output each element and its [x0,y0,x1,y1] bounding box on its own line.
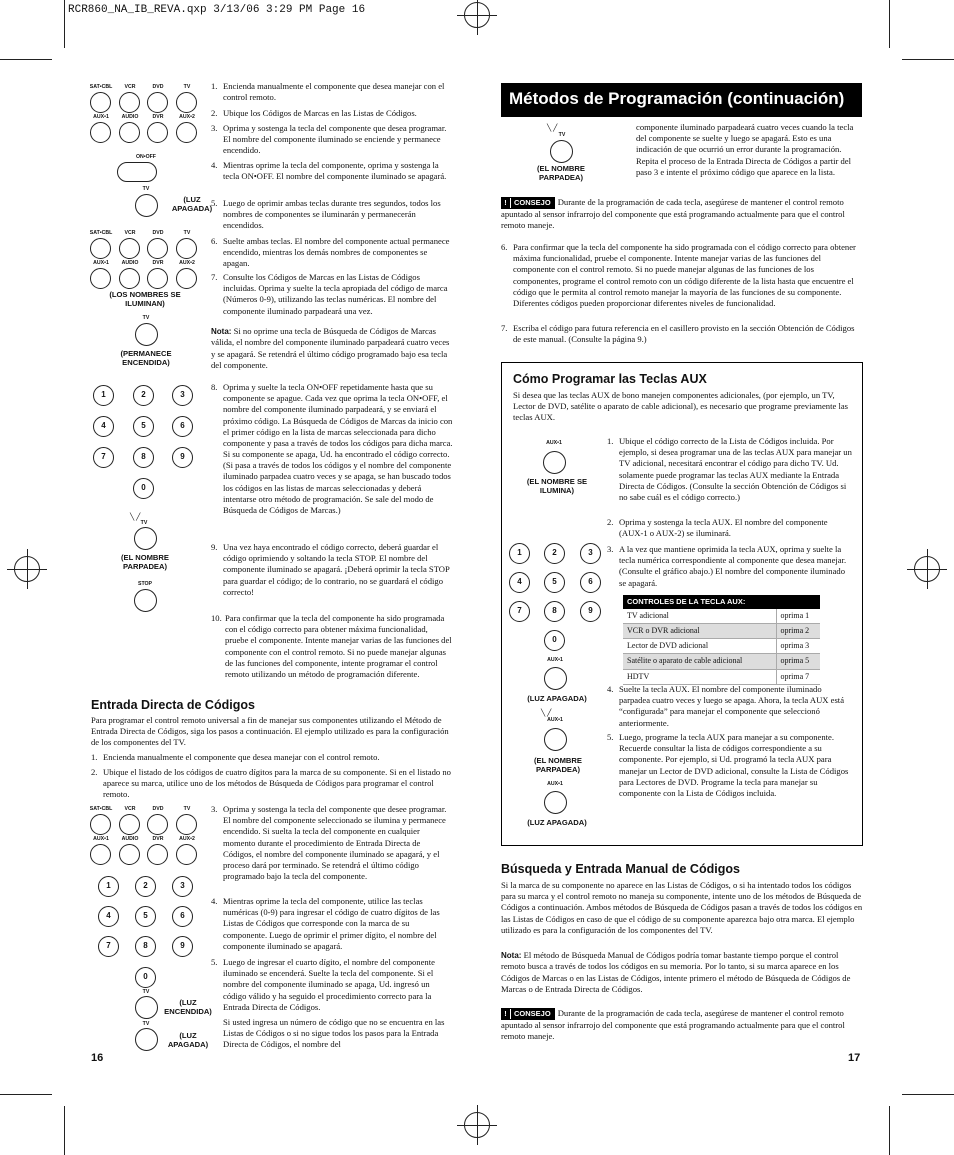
key-label: DVD [152,84,164,90]
key-label: SAT•CBL [89,84,113,90]
digit-key[interactable]: 7 [93,447,114,468]
caption: (LUZ APAGADA) [167,1031,209,1050]
key-label: SAT•CBL [89,806,113,812]
aux2-key[interactable] [176,122,197,143]
aux1-key[interactable] [544,791,567,814]
digit-key[interactable]: 4 [98,906,119,927]
dvd-key[interactable] [147,238,168,259]
digit-key[interactable]: 6 [172,416,193,437]
caption: (LUZ APAGADA) [171,195,213,214]
key-label: VCR [124,230,136,236]
file-header: RCR860_NA_IB_REVA.qxp 3/13/06 3:29 PM Page 16 [68,4,366,16]
digit-key[interactable]: 9 [580,601,601,622]
list-item: 10. Para confirmar que la tecla del componente ha sido programada con el código correcto para obtener máxima funcionalidad, pruebe el componente. Intente manejar varias de las funciones del componente con el control remoto. Si no puede manejar algunas de las funciones del componente, intente programar el control remoto utilizando un método de programación diferente. [211,613,452,679]
caption: (EL NOMBRE SE ILUMINA) [526,477,588,496]
digit-key[interactable]: 8 [544,601,565,622]
key-label: DVD [152,230,164,236]
aux1-key[interactable] [543,451,566,474]
caption: (EL NOMBRE PARPADEA) [121,553,169,572]
list-item: 8. Oprima y suelte la tecla ON•OFF repetidamente hasta que su componente se apague. Cada vez que oprima la tecla ON•OFF, el nombre del componente iluminado parpadeará, y se enviará el próximo código. La Búsqueda de Códigos de Marcas da inicio con el primer código en la lista de marcas seleccionada para dicho componente y pasa a través de todos los códigos para dicha marca. Si su componente se apaga, Ud. ha encontrado el código correcto. (Si pasa a través de todos los códigos y el nombre del componente iluminado parpadea cuatro veces y se apaga, se han buscado todos los códigos en las listas de marcas seleccionadas y deberá intentarse otro método de programación. Se sale del modo de Búsqueda de Códigos de Marcas.) [211,382,453,515]
key-label: AUX•1 [547,717,563,723]
tv-key[interactable] [135,323,158,346]
tv-key[interactable] [550,140,573,163]
crop-mark [889,1106,890,1155]
key-label: AUX•1 [546,440,562,446]
tip: ! CONSEJO Durante de la programación de cada tecla, asegúrese de mantener el control remoto apuntado al sensor infrarrojo del componente que está programando actualmente para que el control remoto maneje. [501,197,845,231]
audio-key[interactable] [119,268,140,289]
caption: (LUZ APAGADA) [527,818,587,827]
list-item: 7. Escriba el código para futura referencia en el casillero provisto en la sección Obtención de Códigos de este manual. (Consulte la página 9.) [501,323,855,345]
digit-key[interactable]: 9 [172,447,193,468]
registration-mark [14,556,40,582]
vcr-key[interactable] [119,814,140,835]
key-label: AUX•1 [547,657,563,663]
list-item: 6. Suelte ambas teclas. El nombre del componente actual permanece encendido, mientras los demás nombres de componentes se apagan. [211,236,450,269]
list-item: 4. Mientras oprime la tecla del componente, utilice las teclas numéricas (0-9) para ingresar el código de cuatro dígitos de las Listas de Códigos que corresponde con la marca de su componente. Luego de oprimir el primer dígito, el nombre del componente iluminado se apagará. [211,896,440,951]
paragraph: componente iluminado parpadeará cuatro veces cuando la tecla del componente se suelte y luego se apagará. Esto es una indicación de que ocurrió un error durante la programación. Repita el proceso de la Entrada Directa de Códigos a partir del paso 3 e intente el próximo código que aparece en la lista. [636,122,854,177]
stop-key[interactable] [134,589,157,612]
audio-key[interactable] [119,122,140,143]
key-label: AUX•2 [179,114,195,120]
key-label: AUX•1 [93,836,109,842]
list-item: 1. Encienda manualmente el componente que desea manejar con el control remoto. [211,81,445,103]
key-label: DVD [152,806,164,812]
tip-badge: ! CONSEJO [501,197,555,209]
caption: (LUZ APAGADA) [527,694,587,703]
digit-key[interactable]: 1 [93,385,114,406]
tv-key[interactable] [135,996,158,1019]
key-label: STOP [137,581,153,587]
digit-key[interactable]: 9 [172,936,193,957]
key-label: AUX•1 [93,114,109,120]
blink-rays-icon: ╲ ╱ [130,514,141,521]
digit-key[interactable]: 5 [133,416,154,437]
key-label: AUX•1 [93,260,109,266]
paragraph: Si usted ingresa un número de código que no se encuentra en las Listas de Códigos o si no sigue todos los pasos para la Entrada Directa de Códigos, el nombre del [223,1017,445,1050]
digit-key[interactable]: 1 [509,543,530,564]
tv-key[interactable] [176,92,197,113]
list-item: 3. Oprima y sostenga la tecla del componente que desea programar. El nombre del componente iluminado se enciende y permanece encendido. [211,123,447,156]
vcr-key[interactable] [119,238,140,259]
list-item: 7. Consulte los Códigos de Marcas en las Listas de Códigos incluidas. Oprima y suelte la tecla apropiada del código de marca (Números 0-9), utilizando las teclas numéricas. El nombre del componente iluminado parpadeará una vez. [211,272,448,316]
key-label: VCR [124,84,136,90]
tv-key[interactable] [134,527,157,550]
digit-key[interactable]: 8 [135,936,156,957]
key-label: DVR [152,836,164,842]
key-label: AUX•2 [179,836,195,842]
list-item: 4. Mientras oprime la tecla del componente, oprima y sostenga la tecla ON•OFF. El nombre del componente iluminado se apagará. [211,160,447,182]
sat-cbl-key[interactable] [90,92,111,113]
caption: (EL NOMBRE PARPADEA) [534,756,582,775]
alert-icon: ! [501,198,511,208]
section-heading: Búsqueda y Entrada Manual de Códigos [501,862,740,876]
vcr-key[interactable] [119,92,140,113]
dvd-key[interactable] [147,814,168,835]
paragraph: Para programar el control remoto universal a fin de manejar sus componentes utilizando el Método de Entrada Directa de Códigos, siga los pasos a continuación. El ejemplo utilizado es para la configuración de los componentes del TV. [91,715,449,748]
tv-key[interactable] [176,238,197,259]
key-label: SAT•CBL [89,230,113,236]
table-row: Satélite o aparato de cable adicional oprima 5 [623,654,820,669]
digit-key[interactable]: 1 [98,876,119,897]
section-heading: Entrada Directa de Códigos [91,698,255,712]
key-label: TV [183,84,191,90]
on-off-key[interactable] [117,162,157,182]
tv-key[interactable] [135,1028,158,1051]
key-label: VCR [124,806,136,812]
page-banner: Métodos de Programación (continuación) [501,83,862,117]
blink-rays-icon: ╲ ╱ [541,710,552,717]
dvr-key[interactable] [147,268,168,289]
digit-key[interactable]: 4 [509,572,530,593]
key-label: TV [558,132,566,138]
dvr-key[interactable] [147,844,168,865]
caption: (EL NOMBRE PARPADEA) [537,164,585,183]
digit-key[interactable]: 5 [135,906,156,927]
crop-mark [64,0,65,48]
digit-key[interactable]: 2 [133,385,154,406]
registration-mark [914,556,940,582]
digit-key[interactable]: 3 [172,876,193,897]
key-label: ON•OFF [136,154,156,160]
audio-key[interactable] [119,844,140,865]
list-item: 6. Para confirmar que la tecla del componente ha sido programada con el código correcto para obtener máxima funcionalidad, pruebe el componente. Intente manejar varias de las funciones del componente con el control remoto. Si no puede manejar algunas de las funciones de los componentes, programe el control remoto con un código diferente de la lista hasta que encuentre el código que le permita al control remoto manejar la mayoría de las funciones de su componente. Diferentes códigos pueden proporcionar diferentes niveles de funcionalidad. [501,242,856,308]
digit-key[interactable]: 7 [509,601,530,622]
key-label: DVR [152,260,164,266]
digit-key[interactable]: 3 [172,385,193,406]
crop-mark [64,1106,65,1155]
note: Nota: El método de Búsqueda Manual de Códigos podría tomar bastante tiempo porque el control remoto busca a través de todos los códigos en su memoria. Por lo tanto, si su marca aparece en los Códigos de Marcas o en las Listas de Códigos, intente primero el método de Búsqueda de Códigos de Marcas o de Entrada Directa de Códigos. [501,950,851,994]
key-label: AUDIO [121,836,139,842]
digit-key[interactable]: 2 [135,876,156,897]
list-item: 5. Luego, programe la tecla AUX para manejar a su componente. Recuerde consultar la lista de códigos correspondiente a su componente. Por ejemplo, si Ud. programó la tecla AUX para manejar un Lector de DVD adicional, consulte la Lista de Códigos para Lectores de DVD. Programe la tecla para manejar su componente con la Lista de Códigos incluida. [607,732,849,798]
registration-mark [464,1112,490,1138]
list-item: 2. Oprima y sostenga la tecla AUX. El nombre del componente (AUX-1 o AUX-2) se iluminará. [607,517,828,539]
crop-mark [889,0,890,48]
alert-icon: ! [501,1009,511,1019]
crop-mark [0,59,52,60]
list-item: 2. Ubique el listado de los códigos de cuatro dígitos para la marca de su componente. Si en el listado no aparece su marca, utilice uno de los métodos de Búsqueda de Códigos para programar el control remoto. [91,767,451,800]
key-label: AUDIO [121,114,139,120]
table-row: HDTV oprima 7 [623,669,820,684]
paragraph: Si la marca de su componente no aparece en las Listas de Códigos, o si ha intentado todos los códigos para su marca y el control remoto no maneja su componente, intente uno de los métodos de Búsqueda de Códigos a continuación. Ambos métodos de Búsqueda de Códigos pasan a través de todos los códigos en las Listas de Códigos en caso de que el código de su componente aparezca bajo otra marca. El ejemplo utilizado es para la configuración de los componentes del TV. [501,880,863,935]
aux2-key[interactable] [176,268,197,289]
aux1-key[interactable] [90,122,111,143]
digit-key[interactable]: 4 [93,416,114,437]
tv-key[interactable] [135,194,158,217]
list-item: 9. Una vez haya encontrado el código correcto, deberá guardar el código oprimiendo y soltando la tecla STOP. El nombre del componente iluminado se apagará. ¡Deberá oprimir la tecla STOP para guardar el código; de lo contrario, no se guardará el código correcto! [211,542,450,597]
list-item: 5. Luego de oprimir ambas teclas durante tres segundos, todos los nombres de componentes se iluminarán y permanecerán encendidos. [211,198,441,231]
key-label: TV [142,186,150,192]
key-label: TV [140,520,148,526]
key-label: AUX•2 [179,260,195,266]
key-label: TV [183,806,191,812]
aux2-key[interactable] [176,844,197,865]
paragraph: Si desea que las teclas AUX de bono manejen componentes adicionales, (por ejemplo, un TV, Lector de DVD, satélite o aparato de cable adicional), es necesario que programe previamente las teclas AUX. [513,390,849,423]
list-item: 3. Oprima y sostenga la tecla del componente que desee programar. El nombre del componente seleccionado se ilumina y permanece encendido. Si suelta la tecla del componente en cualquier momento durante el procedimiento de Entrada Directa de Códigos, el nombre del componente iluminado se apagará, y el proceso dará por terminado. Se retendrá el último código programado bajo la tecla del componente. [211,804,447,882]
registration-mark [464,2,490,28]
note: Nota: Si no oprime una tecla de Búsqueda de Códigos de Marcas válida, el nombre del componente iluminado parpadeará cuatro veces y se apagará. Se retendrá el último código programado bajo esa tecla del componente. [211,326,450,370]
aux1-key[interactable] [90,844,111,865]
tv-key[interactable] [176,814,197,835]
key-label: DVR [152,114,164,120]
list-item: 4. Suelte la tecla AUX. El nombre del componente iluminado parpadea cuatro veces y luego se apaga. Ahora, la tecla AUX está “configurada” para manejar el componente que seleccionó anteriormente. [607,684,845,728]
crop-mark [902,59,954,60]
dvd-key[interactable] [147,92,168,113]
key-label: AUX•1 [547,781,563,787]
digit-key[interactable]: 0 [133,478,154,499]
aux1-key[interactable] [544,728,567,751]
digit-key[interactable]: 2 [544,543,565,564]
table-header: CONTROLES DE LA TECLA AUX: [623,595,820,609]
digit-key[interactable]: 6 [172,906,193,927]
list-item: 1. Encienda manualmente el componente que desea manejar con el control remoto. [91,752,380,762]
digit-key[interactable]: 6 [580,572,601,593]
key-label: AUDIO [121,260,139,266]
table-row: Lector de DVD adicional oprima 3 [623,639,820,654]
tip: ! CONSEJO Durante de la programación de cada tecla, asegúrese de mantener el control remoto apuntado al sensor infrarrojo del componente que está programando actualmente para que el control remoto maneje. [501,1008,845,1042]
digit-key[interactable]: 3 [580,543,601,564]
page-number: 17 [848,1052,861,1064]
aux1-key[interactable] [544,667,567,690]
caption: (PERMANECE ENCENDIDA) [120,349,172,368]
list-item: 3. A la vez que mantiene oprimida la tecla AUX, oprima y suelte la tecla numérica correspondiente al componente que desea manejar. (Consulte el gráfico abajo.) El nombre del componente iluminado se apagará. [607,544,847,588]
section-heading: Cómo Programar las Teclas AUX [513,372,707,386]
table-row: VCR o DVR adicional oprima 2 [623,623,820,638]
dvr-key[interactable] [147,122,168,143]
blink-rays-icon: ╲ ╱ [547,125,558,132]
digit-key[interactable]: 8 [133,447,154,468]
tip-badge: ! CONSEJO [501,1008,555,1020]
crop-mark [902,1094,954,1095]
list-item: 5. Luego de ingresar el cuarto dígito, el nombre del componente iluminado se encenderá. Suelte la tecla del componente. Si el nombre del componente iluminado se apaga, Ud. ingresó un código válido y ha seguido el procedimiento correcto para la Entrada Directa de Códigos. [211,957,435,1012]
sat-cbl-key[interactable] [90,814,111,835]
caption: (LUZ ENCENDIDA) [164,998,212,1017]
list-item: 1. Ubique el código correcto de la Lista de Códigos incluida. Por ejemplo, si desea programar una de las teclas AUX para manejar un TV adicional, necesitará encontrar el código para dicho TV. Ud. solamente puede programar las teclas AUX mediante la Entrada Directa de Códigos. (Consulte la sección Obtención de Códigos si no sabe cuál es el código correcto.) [607,436,852,502]
digit-key[interactable]: 0 [135,967,156,988]
aux-controls-table [623,595,820,685]
crop-mark [0,1094,52,1095]
key-label: TV [142,315,150,321]
key-label: TV [142,1021,150,1027]
page-number: 16 [91,1052,104,1064]
list-item: 2. Ubique los Códigos de Marcas en las Listas de Códigos. [211,108,417,118]
sat-cbl-key[interactable] [90,238,111,259]
digit-key[interactable]: 7 [98,936,119,957]
caption: (LOS NOMBRES SE ILUMINAN) [109,290,181,309]
digit-key[interactable]: 5 [544,572,565,593]
key-label: TV [183,230,191,236]
aux1-key[interactable] [90,268,111,289]
table-row: TV adicional oprima 1 [623,609,820,624]
digit-key[interactable]: 0 [544,630,565,651]
key-label: TV [142,989,150,995]
